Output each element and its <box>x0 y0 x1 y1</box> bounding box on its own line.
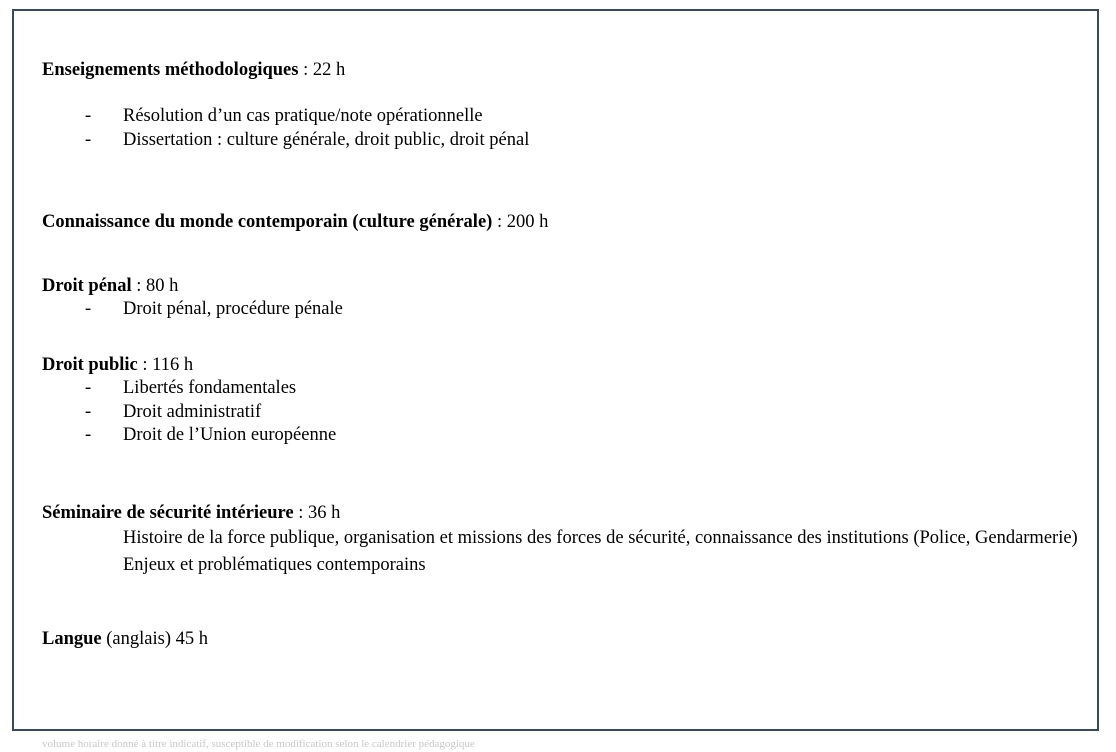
bullet-list <box>42 298 343 322</box>
section-heading <box>42 501 1083 525</box>
list-item-text: Libertés fondamentales <box>123 378 297 398</box>
seminaire-description: Histoire de la force publique, organisation et missions des forces de sécurité, connaissance des institutions (Police, Gendarmerie) Enjeux et problématiques contemporains <box>123 528 1078 575</box>
section-title: Droit pénal <box>42 276 132 296</box>
bullet-list <box>42 377 336 448</box>
section-heading <box>42 627 208 651</box>
section-langue <box>42 627 208 651</box>
section-title: Connaissance du monde contemporain (culture générale) <box>42 212 493 232</box>
section-heading <box>42 210 548 234</box>
section-heading <box>42 353 336 377</box>
section-title: Droit public <box>42 355 138 375</box>
section-title: Langue <box>42 629 102 649</box>
section-hours: (anglais) 45 h <box>101 629 208 649</box>
bullet-dash: - <box>85 106 92 126</box>
list-item <box>42 424 336 448</box>
bullet-dash: - <box>85 378 92 398</box>
list-item <box>42 129 529 153</box>
section-title: Enseignements méthodologiques <box>42 60 299 80</box>
section-culture-generale <box>42 210 548 234</box>
list-item <box>42 401 336 425</box>
bullet-dash: - <box>85 299 92 319</box>
section-hours: : 22 h <box>298 60 346 80</box>
list-item-text: Dissertation : culture générale, droit public, droit pénal <box>123 129 530 150</box>
list-item-text: Droit pénal, procédure pénale <box>123 299 343 319</box>
footer-note: volume horaire donné à titre indicatif, susceptible de modification selon le calendrier pédagogique <box>42 738 475 750</box>
list-item-text: Droit de l’Union européenne <box>123 425 337 445</box>
bullet-dash: - <box>85 425 92 445</box>
section-methodologie <box>42 58 529 152</box>
section-hours: : 36 h <box>293 503 341 523</box>
section-heading <box>42 58 529 82</box>
section-hours: : 80 h <box>131 276 179 296</box>
section-droit-public <box>42 353 336 448</box>
bullet-list <box>42 105 529 152</box>
bullet-dash: - <box>85 129 92 150</box>
section-seminaire <box>42 501 1083 579</box>
list-item <box>42 377 336 401</box>
section-heading <box>42 274 343 298</box>
list-item-text: Droit administratif <box>123 401 262 422</box>
list-item <box>42 105 529 129</box>
list-item-text: Résolution d’un cas pratique/note opérationnelle <box>123 106 483 126</box>
section-hours: : 116 h <box>137 355 194 375</box>
section-droit-penal <box>42 274 343 322</box>
list-item <box>42 298 343 322</box>
bullet-dash: - <box>85 401 92 422</box>
section-hours: : 200 h <box>492 212 549 232</box>
section-title: Séminaire de sécurité intérieure <box>42 503 294 523</box>
